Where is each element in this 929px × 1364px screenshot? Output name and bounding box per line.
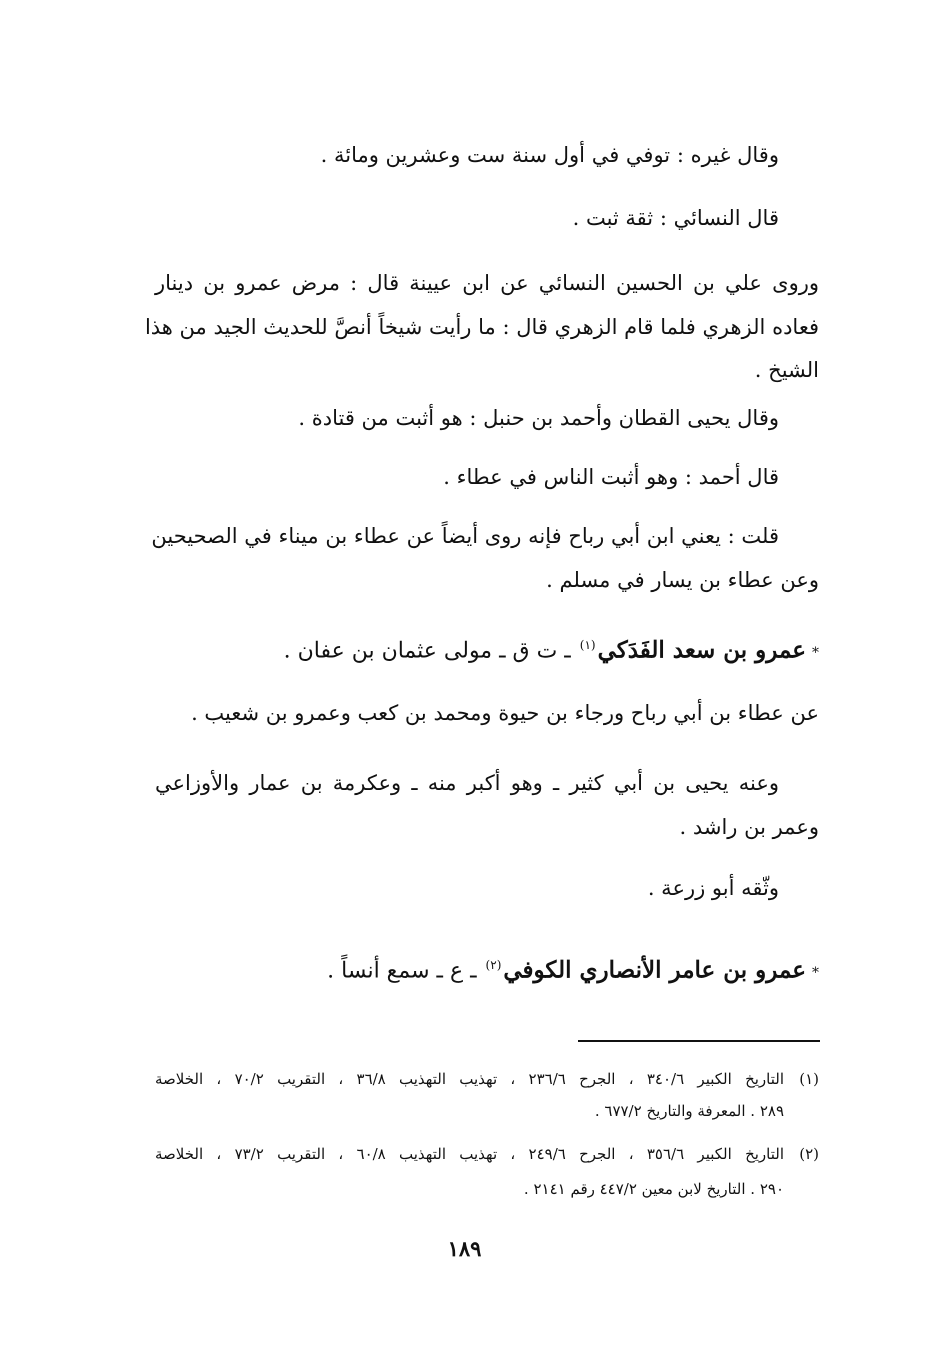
paragraph-death-year: وقال غيره : توفي في أول سنة ست وعشرين ومائة . — [320, 143, 779, 167]
paragraph-narration-line3: الشيخ . — [754, 358, 819, 382]
footnote-ref-1: (١) — [579, 638, 596, 652]
paragraph-students-line1: وعنه يحيى بن أبي كثير ـ وهو أكبر منه ـ وعكرمة بن عمار والأوزاعي — [155, 771, 779, 795]
paragraph-abu-zura: وثّقه أبو زرعة . — [647, 876, 779, 900]
footnote-ref-2: (٢) — [485, 958, 502, 972]
paragraph-teachers: عن عطاء بن أبي رباح ورجاء بن حيوة ومحمد بن كعب وعمرو بن شعيب . — [191, 701, 819, 725]
paragraph-qattan: وقال يحيى القطان وأحمد بن حنبل : هو أثبت من قتادة . — [298, 406, 779, 430]
footnote-1-number: (١) — [799, 1070, 819, 1088]
entry-name: عمرو بن سعد الفَدَكي — [597, 636, 806, 664]
paragraph-qultu-line1: قلت : يعني ابن أبي رباح فإنه روى أيضاً عن عطاء بن ميناء في الصحيحين — [151, 524, 779, 548]
footnote-2-line1: التاريخ الكبير ٣٥٦/٦ ، الجرح ٢٤٩/٦ ، تهذيب التهذيب ٦٠/٨ ، التقريب ٧٣/٢ ، الخلاصة — [155, 1145, 784, 1163]
paragraph-narration-line1: وروى علي بن الحسين النسائي عن ابن عيينة قال : مرض عمرو بن دينار — [155, 271, 819, 295]
entry-details: ـ ت ق ـ مولى عثمان بن عفان . — [283, 638, 571, 664]
paragraph-nasai: قال النسائي : ثقة ثبت . — [572, 206, 779, 230]
entry-amr-ibn-amir — [327, 950, 819, 988]
entry-bullet: * — [812, 645, 819, 662]
entry-amr-ibn-saad — [284, 630, 819, 668]
paragraph-students-line2: وعمر بن راشد . — [679, 815, 819, 839]
paragraph-qultu-line2: وعن عطاء بن يسار في مسلم . — [546, 568, 819, 592]
footnote-1-line2: ٢٨٩ . المعرفة والتاريخ ٦٧٧/٢ . — [594, 1102, 784, 1120]
footnote-divider — [578, 1040, 820, 1042]
paragraph-narration-line2: فعاده الزهري فلما قام الزهري قال : ما رأيت شيخاً أنصَّ للحديث الجيد من هذا — [144, 315, 819, 339]
entry-bullet: * — [812, 965, 819, 982]
footnote-1-line1: التاريخ الكبير ٣٤٠/٦ ، الجرح ٢٣٦/٦ ، تهذيب التهذيب ٣٦/٨ ، التقريب ٧٠/٢ ، الخلاصة — [155, 1070, 784, 1088]
entry-name: عمرو بن عامر الأنصاري الكوفي — [503, 956, 806, 984]
page-number: ١٨٩ — [447, 1236, 482, 1261]
paragraph-ahmad: قال أحمد : وهو أثبت الناس في عطاء . — [443, 465, 779, 489]
entry-details: ـ ع ـ سمع أنساً . — [327, 958, 477, 984]
footnote-2-line2: ٢٩٠ . التاريخ لابن معين ٤٤٧/٢ رقم ٢١٤١ . — [523, 1180, 784, 1198]
footnote-2-number: (٢) — [799, 1145, 819, 1163]
